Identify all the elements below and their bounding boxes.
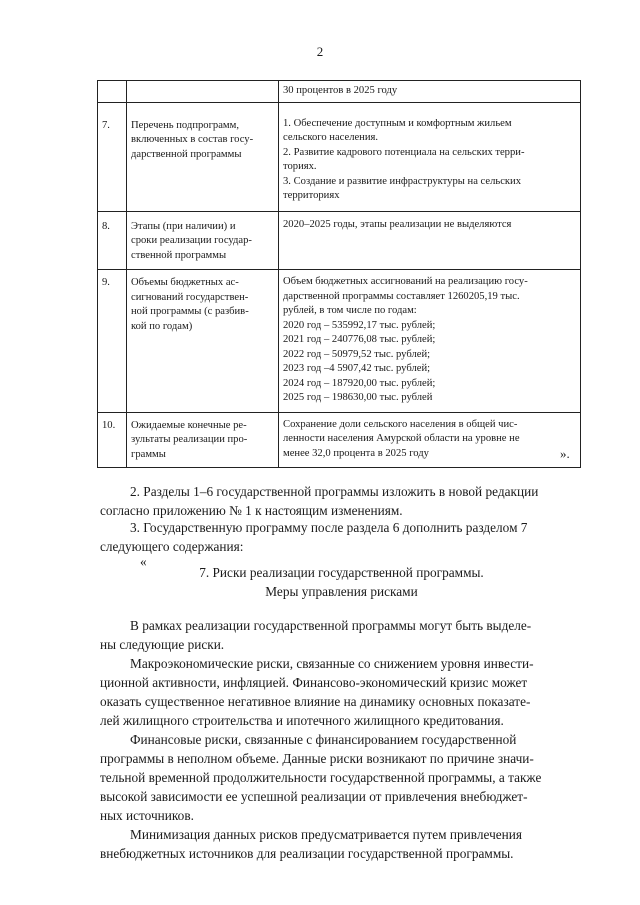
row-value-line: 1. Обеспечение доступным и комфортным жильем [283,117,512,129]
row-name-line: граммы [131,448,166,460]
row-number: 8. [98,211,127,270]
paragraph-line: оказать существенное негативное влияние на динамику основных показате- [100,694,531,709]
section-paragraph-2 [100,654,583,730]
row-value-line: дарственной программы составляет 1260205,19 тыс. [283,290,520,302]
row-name-line: зультаты реализации про- [131,434,248,445]
row-name-line: сигнований государствен- [131,291,249,303]
table-row [98,270,581,413]
row-value [279,270,581,413]
paragraph-line: Минимизация данных рисков предусматривается путем привлечения [130,827,523,842]
paragraph-line: высокой зависимости ее успешной реализации от привлечения внебюджет- [100,789,528,804]
section-paragraph-4 [100,825,583,863]
row-value [279,102,581,211]
paragraph-line: 2. Разделы 1–6 государственной программы изложить в новой редакции [130,484,539,499]
paragraph-line: согласно приложению № 1 к настоящим изменениям. [100,503,403,518]
open-quote-mark: « [140,554,147,569]
row-name [127,270,279,413]
paragraph-line: Финансовые риски, связанные с финансированием государственной [130,732,517,747]
row-value-line: ленности населения Амурской области на уровне не [283,433,520,444]
section-title [100,563,583,601]
paragraph-line: В рамках реализации государственной программы могут быть выделе- [130,618,532,633]
item-2-paragraph [100,482,583,520]
paragraph-line: программы в неполном объеме. Данные риски возникают по причине значи- [100,751,534,766]
row-value-line: Объем бюджетных ассигнований на реализацию госу- [283,276,528,287]
paragraph-line: ны следующие риски. [100,637,225,652]
section-title-line: Меры управления рисками [265,584,418,599]
row-name-line: Объемы бюджетных ас- [131,277,239,288]
row-name [127,102,279,211]
row-value-line: рублей, в том числе по годам: [283,305,417,316]
row-value-line: территориях [283,190,340,201]
row-value-line: 2024 год – 187920,00 тыс. рублей; [283,377,436,389]
row-value-line: 2025 год – 198630,00 тыс. рублей [283,392,433,403]
paragraph-line: ционной активности, инфляцией. Финансово-экономический кризис может [100,675,528,690]
row-name [127,81,279,103]
row-value-line: 2020 год – 535992,17 тыс. рублей; [283,319,436,331]
row-value [279,412,581,468]
row-name-line: Этапы (при наличии) и [131,220,236,232]
paragraph-line: тельной временной продолжительности государственной программы, а также [100,770,542,785]
row-name [127,412,279,468]
row-value-line: Сохранение доли сельского населения в общей чис- [283,418,518,430]
row-value-line: 2020–2025 годы, этапы реализации не выделяются [283,218,512,230]
row-name-line: дарственной программы [131,148,242,160]
paragraph-line: 3. Государственную программу после раздела 6 дополнить разделом 7 [130,520,528,535]
program-passport-table [97,80,581,468]
item-3-paragraph [100,518,583,556]
section-paragraph-1 [100,616,583,654]
row-value-line: 2. Развитие кадрового потенциала на сельских терри- [283,146,525,158]
row-number [98,81,127,103]
row-value-line: 2021 год – 240776,08 тыс. рублей; [283,334,436,345]
row-number: 7. [98,102,127,211]
table-row [98,102,581,211]
paragraph-line: ных источников. [100,808,194,823]
row-value-line: сельского населения. [283,132,379,143]
paragraph-line: внебюджетных источников для реализации государственной программы. [100,846,514,861]
row-number: 9. [98,270,127,413]
row-value-line: 3. Создание и развитие инфраструктуры на сельских [283,175,522,187]
row-value-line: менее 32,0 процента в 2025 году [283,447,429,459]
paragraph-line: Макроэкономические риски, связанные со снижением уровня инвести- [130,656,534,671]
row-name [127,211,279,270]
section-title-line: 7. Риски реализации государственной программы. [199,565,484,580]
row-name-line: ной программы (с разбив- [131,306,249,317]
row-name-line: Перечень подпрограмм, [131,119,239,131]
table-row [98,412,581,468]
table-row [98,81,581,103]
row-name-line: ственной программы [131,249,227,261]
row-name-line: сроки реализации государ- [131,235,252,246]
row-name-line: кой по годам) [131,320,193,332]
page-number: 2 [316,44,324,59]
row-name-line: включенных в состав госу- [131,134,254,145]
row-value-line: ториях. [283,161,317,172]
section-paragraph-3 [100,730,583,825]
row-value-line: 2023 год –4 5907,42 тыс. рублей; [283,363,431,374]
row-value [279,81,581,103]
closing-quote-mark: ». [560,446,570,461]
row-value-line: 30 процентов в 2025 году [283,85,398,96]
row-value [279,211,581,270]
row-number: 10. [98,412,127,468]
paragraph-line: лей жилищного строительства и ипотечного жилищного кредитования. [100,713,504,728]
paragraph-line: следующего содержания: [100,539,244,554]
table-row [98,211,581,270]
row-value-line: 2022 год – 50979,52 тыс. рублей; [283,348,431,360]
row-name-line: Ожидаемые конечные ре- [131,419,247,431]
